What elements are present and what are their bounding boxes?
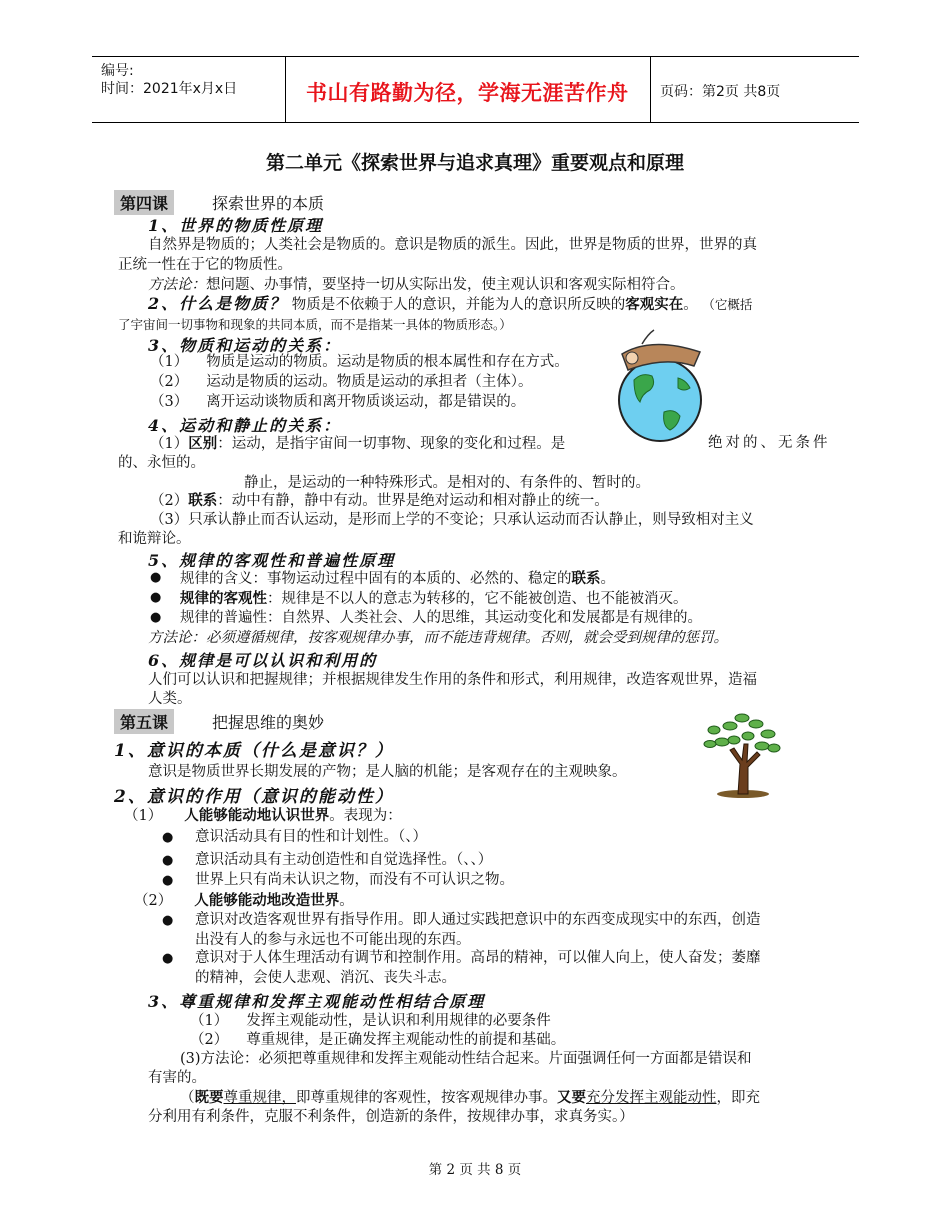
header-divider-right: [650, 56, 651, 122]
l4-s5-b2-text: ：规律是不以人的意志为转移的，它不能被创造、也不能被消灭。: [267, 591, 688, 607]
l4-s4-heading: 4、运动和静止的关系：: [148, 416, 342, 435]
lesson5-name: 把握思维的奥妙: [212, 713, 325, 732]
tree-illustration-icon: [700, 712, 786, 800]
header-code-label: 编号:: [101, 63, 134, 79]
l4-s3-i1: [150, 353, 569, 373]
l5-s2-heading: 2、意识的作用（意识的能动性）: [114, 787, 394, 807]
l4-s1-method: [148, 276, 685, 296]
l4-s6-heading: 6、规律是可以认识和利用的: [148, 651, 378, 670]
l5-s3-i1: [190, 1012, 551, 1032]
l4-s5-method: 方法论：必须遵循规律，按客观规律办事，而不能违背规律。否则，就会受到规律的惩罚。: [148, 630, 728, 646]
l5-s3-note-t2: ，即充: [716, 1090, 760, 1106]
l4-s4-2-num: （2）: [150, 493, 189, 509]
l5-s3-i2: [190, 1031, 565, 1051]
l5-s2-2-text: 。: [339, 893, 354, 909]
l5-s2-1-label: 人能够能动地认识世界: [184, 807, 330, 824]
l4-s5-b1-end: 。: [600, 571, 615, 587]
header-bottom-rule: [92, 122, 859, 123]
l4-s4-1-text: ：运动，是指宇宙间一切事物、现象的变化和过程。是: [217, 436, 566, 452]
l4-s2-end: 。: [683, 297, 698, 313]
l5-s3-i2-num: （2）: [190, 1032, 229, 1048]
l4-s4-1: [150, 434, 565, 455]
l5-s2-1-bullet1: ●: [162, 830, 174, 845]
l4-s2-note1: （它概括: [702, 297, 753, 312]
l5-s2-1-bullet2: ●: [162, 853, 174, 868]
l4-s5-bullet2: ●: [150, 590, 162, 605]
l5-s2-1-bullet3: ●: [162, 873, 174, 888]
header-page-label: 页码：第2页 共8页: [660, 84, 781, 100]
l4-s3-i2-num: （2）: [150, 374, 189, 390]
l4-s5-bullet3: ●: [150, 610, 162, 625]
l4-s5-bullet1: ●: [150, 570, 162, 585]
l4-s1-method-text: 想问题、办事情，要坚持一切从实际出发，使主观认识和客观实际相符合。: [206, 277, 685, 293]
l5-s2-1-b1: 意识活动具有目的性和计划性。（、）: [195, 829, 427, 845]
l5-s3-note-cont: 分利用有利条件，克服不利条件，创造新的条件，按规律办事，求真务实。）: [148, 1109, 634, 1125]
l5-s1-text: 意识是物质世界长期发展的产物；是人脑的机能；是客观存在的主观映象。: [148, 764, 627, 780]
l4-s2-heading: 2、什么是物质？: [148, 294, 288, 313]
l5-s2-1: [124, 806, 402, 827]
lesson4-name: 探索世界的本质: [212, 194, 325, 213]
l5-s3-heading: 3、尊重规律和发挥主观能动性相结合原理: [148, 992, 486, 1011]
l5-s2-1-b3: 世界上只有尚未认识之物，而没有不可认识之物。: [195, 872, 514, 888]
header-divider-left: [285, 56, 286, 122]
lesson5-label: 第五课: [114, 709, 174, 734]
l5-s3-i1-text: 发挥主观能动性，是认识和利用规律的必要条件: [246, 1013, 551, 1029]
l5-s2-2-num: （2）: [134, 893, 173, 909]
l5-s2-1-num: （1）: [124, 808, 163, 824]
l4-s5-b1: [180, 569, 615, 590]
l4-s2-bold: 客观实在: [625, 296, 684, 313]
l4-s1-p2: 正统一性在于它的物质性。: [118, 257, 292, 273]
l4-s5-b2-label: 规律的客观性: [180, 590, 267, 607]
l5-s2-2: [134, 891, 354, 912]
l5-s3-note-u1: 尊重规律，: [223, 1090, 296, 1106]
l5-s2-2-b1c: 出没有人的参与永远也不可能出现的东西。: [195, 932, 471, 948]
l4-s5-heading: 5、规律的客观性和普遍性原理: [148, 551, 396, 570]
l4-s4-2-text: ：动中有静，静中有动。世界是绝对运动和相对静止的统一。: [217, 493, 609, 509]
l4-s5-b2: [180, 589, 688, 610]
l5-s3-note-open: （: [180, 1090, 195, 1106]
l4-s6-p1: 人们可以认识和把握规律；并根据规律发生作用的条件和形式，利用规律，改造客观世界，造福: [148, 672, 757, 688]
l4-s1-method-label: 方法论：: [148, 277, 206, 293]
l5-s3-note: [180, 1088, 760, 1109]
l4-s2-text: 物质是不依赖于人的意识，并能为人的意识所反映的: [291, 297, 626, 313]
l5-s2-2-b1: 意识对改造客观世界有指导作用。即人通过实践把意识中的东西变成现实中的东西，创造: [195, 912, 761, 928]
l5-s2-2-b2: 意识对于人体生理活动有调节和控制作用。高昂的精神，可以催人向上，使人奋发；萎靡: [195, 950, 761, 966]
header-time-label: 时间：2021年x月x日: [101, 81, 238, 97]
l4-s4-1-cont: 的、永恒的。: [118, 455, 205, 471]
lesson4-label: 第四课: [114, 190, 174, 215]
l4-s3-heading: 3、物质和运动的关系：: [148, 336, 342, 355]
l4-s4-3: （3）只承认静止而否认运动，是形而上学的不变论；只承认运动而否认静止，则导致相对主义: [150, 512, 754, 528]
page-title: 第二单元《探索世界与追求真理》重要观点和原理: [265, 152, 684, 174]
l5-s3-note-u2: 充分发挥主观能动性: [586, 1090, 717, 1106]
l5-s2-1-text: 。表现为：: [329, 808, 402, 824]
l4-s1-p1: 自然界是物质的；人类社会是物质的。意识是物质的派生。因此，世界是物质的世界，世界的真: [148, 237, 757, 253]
l5-s3-i3: (3)方法论：必须把尊重规律和发挥主观能动性结合起来。片面强调任何一方面都是错误和: [180, 1051, 752, 1067]
header-top-rule: [92, 56, 859, 57]
l4-s3-i1-num: （1）: [150, 354, 189, 370]
l4-s6-p2: 人类。: [148, 691, 192, 707]
l4-s3-i2: [150, 373, 532, 393]
l4-s5-b1-text: 规律的含义：事物运动过程中固有的本质的、必然的、稳定的: [180, 571, 572, 587]
l4-s5-b1-bold: 联系: [571, 570, 601, 587]
l5-s2-2-bullet1: ●: [162, 913, 174, 928]
l4-s4-2: [150, 491, 609, 512]
l5-s2-2-b2c: 的精神，会使人悲观、消沉、丧失斗志。: [195, 970, 456, 986]
l4-s4-3-cont: 和诡辩论。: [118, 531, 191, 547]
l4-s4-1-static: 静止，是运动的一种特殊形式。是相对的、有条件的、暂时的。: [244, 475, 650, 491]
l5-s3-i2-text: 尊重规律，是正确发挥主观能动性的前提和基础。: [246, 1032, 566, 1048]
l5-s2-2-label: 人能够能动地改造世界: [194, 892, 340, 909]
l4-s3-i3-num: （3）: [150, 394, 189, 410]
l4-s4-2-label: 联系: [188, 492, 218, 509]
l5-s1-heading: 1、意识的本质（什么是意识？）: [114, 741, 394, 761]
l4-s1-heading: 1、世界的物质性原理: [148, 216, 324, 235]
l4-s3-i3: [150, 393, 525, 413]
page-footer: 第 2 页 共 8 页: [428, 1162, 522, 1178]
l5-s3-i3c: 有害的。: [148, 1070, 206, 1086]
l5-s2-2-bullet2: ●: [162, 951, 174, 966]
l4-s3-i1-text: 物质是运动的物质。运动是物质的根本属性和存在方式。: [206, 354, 569, 370]
l5-s3-note-t1: 即尊重规律的客观性，按客观规律办事。: [296, 1090, 557, 1106]
globe-illustration-icon: [612, 326, 712, 444]
header-motto: 书山有路勤为径，学海无涯苦作舟: [306, 81, 629, 105]
l5-s3-i1-num: （1）: [190, 1013, 229, 1029]
l5-s3-note-b1: 既要: [194, 1089, 224, 1106]
l4-s2-note2: 了宇宙间一切事物和现象的共同本质，而不是指某一具体的物质形态。）: [118, 317, 512, 332]
l5-s2-1-b2: 意识活动具有主动创造性和自觉选择性。（、、）: [195, 852, 493, 868]
l4-s2-line: [148, 294, 752, 316]
l4-s4-1-label: 区别: [188, 435, 218, 452]
l4-s5-b3: 规律的普遍性：自然界、人类社会、人的思维，其运动变化和发展都是有规律的。: [180, 610, 702, 626]
l4-s3-i2-text: 运动是物质的运动。物质是运动的承担者（主体）。: [206, 374, 533, 390]
l5-s3-note-b2: 又要: [557, 1089, 586, 1106]
l4-s3-i3-text: 离开运动谈物质和离开物质谈运动，都是错误的。: [206, 394, 526, 410]
l4-s4-1-right: 绝对的、无条件: [708, 435, 831, 451]
l4-s4-1-num: （1）: [150, 436, 189, 452]
